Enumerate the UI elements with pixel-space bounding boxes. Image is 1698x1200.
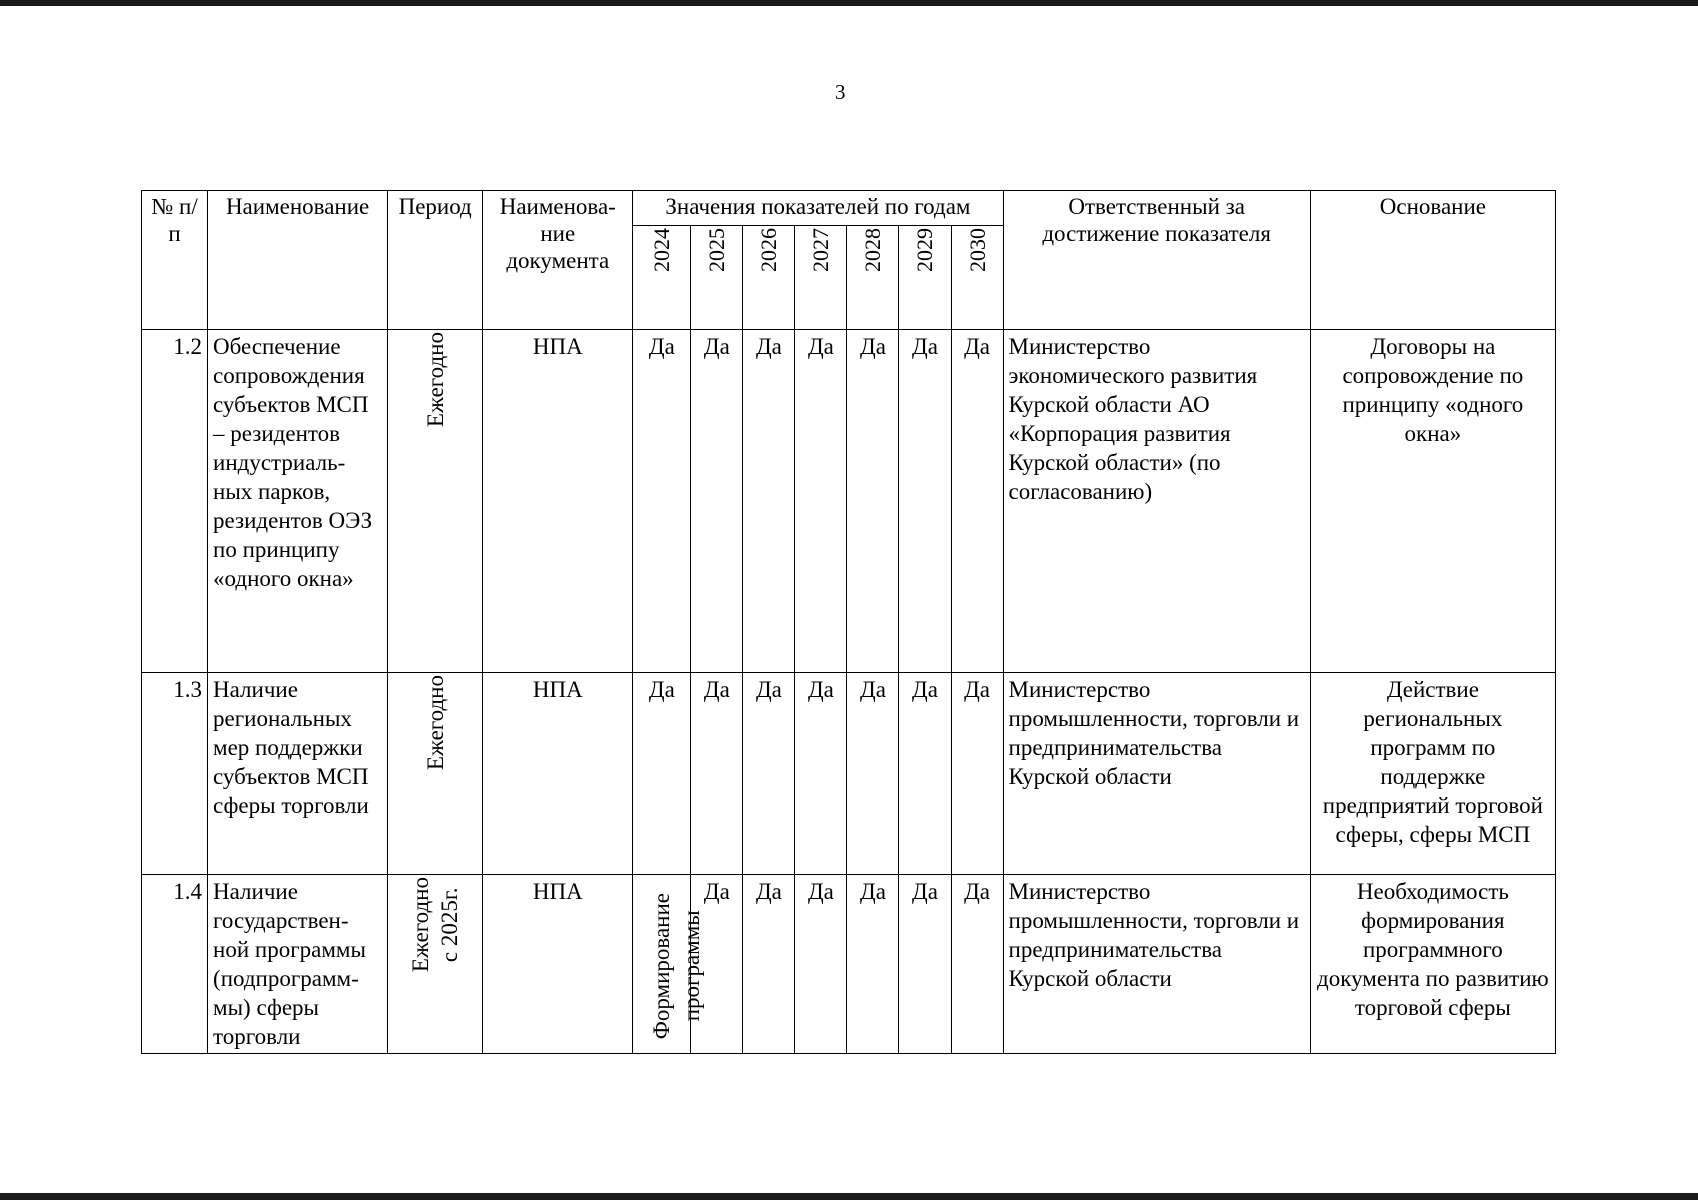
scan-edge-bottom [0,1193,1698,1200]
value-2029: Да [899,875,951,1054]
value-2026: Да [743,875,795,1054]
header-year-2029: 2029 [899,226,951,330]
row-period: Ежегодно [388,330,483,673]
value-2028: Да [847,673,899,875]
row-document: НПА [483,673,633,875]
value-2027: Да [795,673,847,875]
value-2024-line-2: программы [679,910,705,1022]
value-2025: Да [691,330,743,673]
value-2030: Да [951,875,1003,1054]
header-year-2024: 2024 [633,226,691,330]
table-row [142,330,1556,673]
value-2024-line-1: Формирование [649,892,675,1039]
value-2024: Да [633,330,691,673]
row-responsible: Министерство промышленности, торговли и предпринимательства Курской области [1003,875,1310,1054]
row-name: Обеспечение сопровождения субъектов МСП – резидентов индустриаль-ных парков, резидентов ОЭЗ по принципу «одного окна» [208,330,388,673]
row-number: 1.4 [142,875,208,1054]
row-responsible: Министерство промышленности, торговли и предпринимательства Курской области [1003,673,1310,875]
period-line-1: Ежегодно [408,877,434,973]
row-basis: Договоры на сопровождение по принципу «одного окна» [1310,330,1555,673]
value-2029: Да [899,330,951,673]
header-name: Наименование [208,191,388,330]
value-2028: Да [847,875,899,1054]
row-number: 1.2 [142,330,208,673]
header-year-2028: 2028 [847,226,899,330]
value-2025: Да [691,875,743,1054]
value-2027: Да [795,875,847,1054]
row-period: Ежегодно [388,673,483,875]
header-years-title: Значения показателей по годам [633,191,1003,226]
period-line-2: с 2025г. [437,887,463,962]
header-year-2025: 2025 [691,226,743,330]
value-2025: Да [691,673,743,875]
value-2026: Да [743,330,795,673]
indicators-table [141,190,1556,1054]
table-row [142,875,1556,1054]
header-responsible: Ответственный за достижение показателя [1003,191,1310,330]
value-2030: Да [951,673,1003,875]
header-year-2026: 2026 [743,226,795,330]
value-2029: Да [899,673,951,875]
row-number: 1.3 [142,673,208,875]
row-basis: Необходимость формирования программного документа по развитию торговой сферы [1310,875,1555,1054]
header-document: Наименова-ние документа [483,191,633,330]
row-name: Наличие региональных мер поддержки субъектов МСП сферы торговли [208,673,388,875]
row-name: Наличие государствен-ной программы (подпрограмм-мы) сферы торговли [208,875,388,1054]
row-basis: Действие региональных программ по поддержке предприятий торговой сферы, сферы МСП [1310,673,1555,875]
value-2030: Да [951,330,1003,673]
header-year-2030: 2030 [951,226,1003,330]
header-num: № п/п [142,191,208,330]
scan-edge-top [0,0,1698,6]
value-2024: Да [633,673,691,875]
value-2026: Да [743,673,795,875]
value-2028: Да [847,330,899,673]
header-year-2027: 2027 [795,226,847,330]
row-responsible: Министерство экономического развития Курской области АО «Корпорация развития Курской области» (по согласованию) [1003,330,1310,673]
header-basis: Основание [1310,191,1555,330]
value-2027: Да [795,330,847,673]
row-document: НПА [483,875,633,1054]
row-period [388,875,483,1054]
value-2024 [633,875,705,1054]
row-document: НПА [483,330,633,673]
page-number: 3 [835,80,846,104]
header-period: Период [388,191,483,330]
table-row [142,673,1556,875]
